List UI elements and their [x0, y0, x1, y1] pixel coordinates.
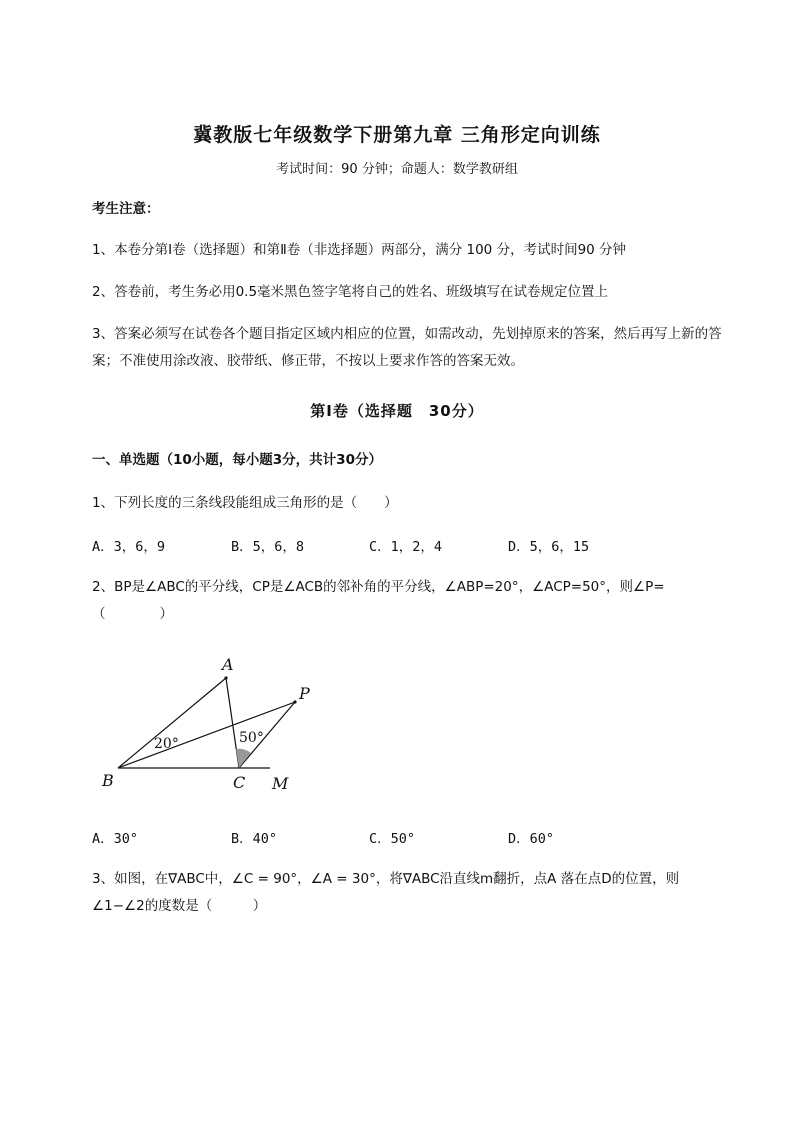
label-p: P [299, 684, 310, 703]
exam-info: 考试时间：90 分钟；命题人：数学教研组 [276, 162, 518, 177]
question-2-triangle-figure [92, 648, 332, 798]
question-1-stem: 1、下列长度的三条线段能组成三角形的是（ ） [92, 495, 398, 511]
page-title: 冀教版七年级数学下册第九章 三角形定向训练 [193, 124, 601, 146]
question-1-option-c[interactable]: C．1，2，4 [369, 539, 443, 555]
question-1-option-d[interactable]: D．5，6，15 [508, 539, 590, 555]
question-2-option-b[interactable]: B．40° [231, 831, 278, 847]
question-3-stem-line-1: 3、如图，在∇ABC中，∠C = 90°，∠A = 30°，将∇ABC沿直线m翻折，点A 落在点D的位置，则 [92, 871, 680, 887]
notice-item-1: 1、本卷分第Ⅰ卷（选择题）和第Ⅱ卷（非选择题）两部分，满分 100 分，考试时间90 分钟 [92, 242, 627, 258]
notice-item-3: 3、答案必须写在试卷各个题目指定区域内相应的位置，如需改动，先划掉原来的答案，然后再写上新的答案；不准使用涂改液、胶带纸、修正带，不按以上要求作答的答案无效。 [92, 326, 722, 369]
line-ba [118, 678, 226, 768]
question-2-stem-line-1: 2、BP是∠ABC的平分线，CP是∠ACB的邻补角的平分线，∠ABP=20°，∠ACP=50°，则∠P= [92, 579, 665, 595]
angle-abp-label: 20° [154, 736, 179, 752]
label-a: A [222, 655, 234, 674]
question-1-option-a[interactable]: A．3，6，9 [92, 539, 166, 555]
angle-acp-label: 50° [239, 730, 264, 746]
question-2-stem-line-2: （ ） [92, 606, 173, 622]
question-2-option-a[interactable]: A．30° [92, 831, 139, 847]
question-1-option-b[interactable]: B．5，6，8 [231, 539, 305, 555]
section-title: 第Ⅰ卷（选择题 30分） [310, 402, 484, 420]
question-2-option-d[interactable]: D．60° [508, 831, 555, 847]
question-3-stem-line-2: ∠1−∠2的度数是（ ） [92, 898, 267, 914]
part-heading: 一、单选题（10小题，每小题3分，共计30分） [92, 452, 382, 468]
notice-item-2: 2、答卷前，考生务必用0.5毫米黑色签字笔将自己的姓名、班级填写在试卷规定位置上 [92, 284, 609, 300]
question-3-stem [92, 866, 722, 920]
question-1-options [92, 535, 722, 555]
question-2-option-c[interactable]: C．50° [369, 831, 416, 847]
label-m: M [272, 774, 289, 793]
point-a [224, 676, 227, 679]
label-c: C [233, 773, 246, 792]
point-p [293, 700, 296, 703]
question-2-stem [92, 574, 722, 628]
question-2-options [92, 827, 722, 847]
notice-heading: 考生注意： [92, 201, 160, 217]
line-bp [118, 702, 295, 768]
label-b: B [102, 771, 114, 790]
